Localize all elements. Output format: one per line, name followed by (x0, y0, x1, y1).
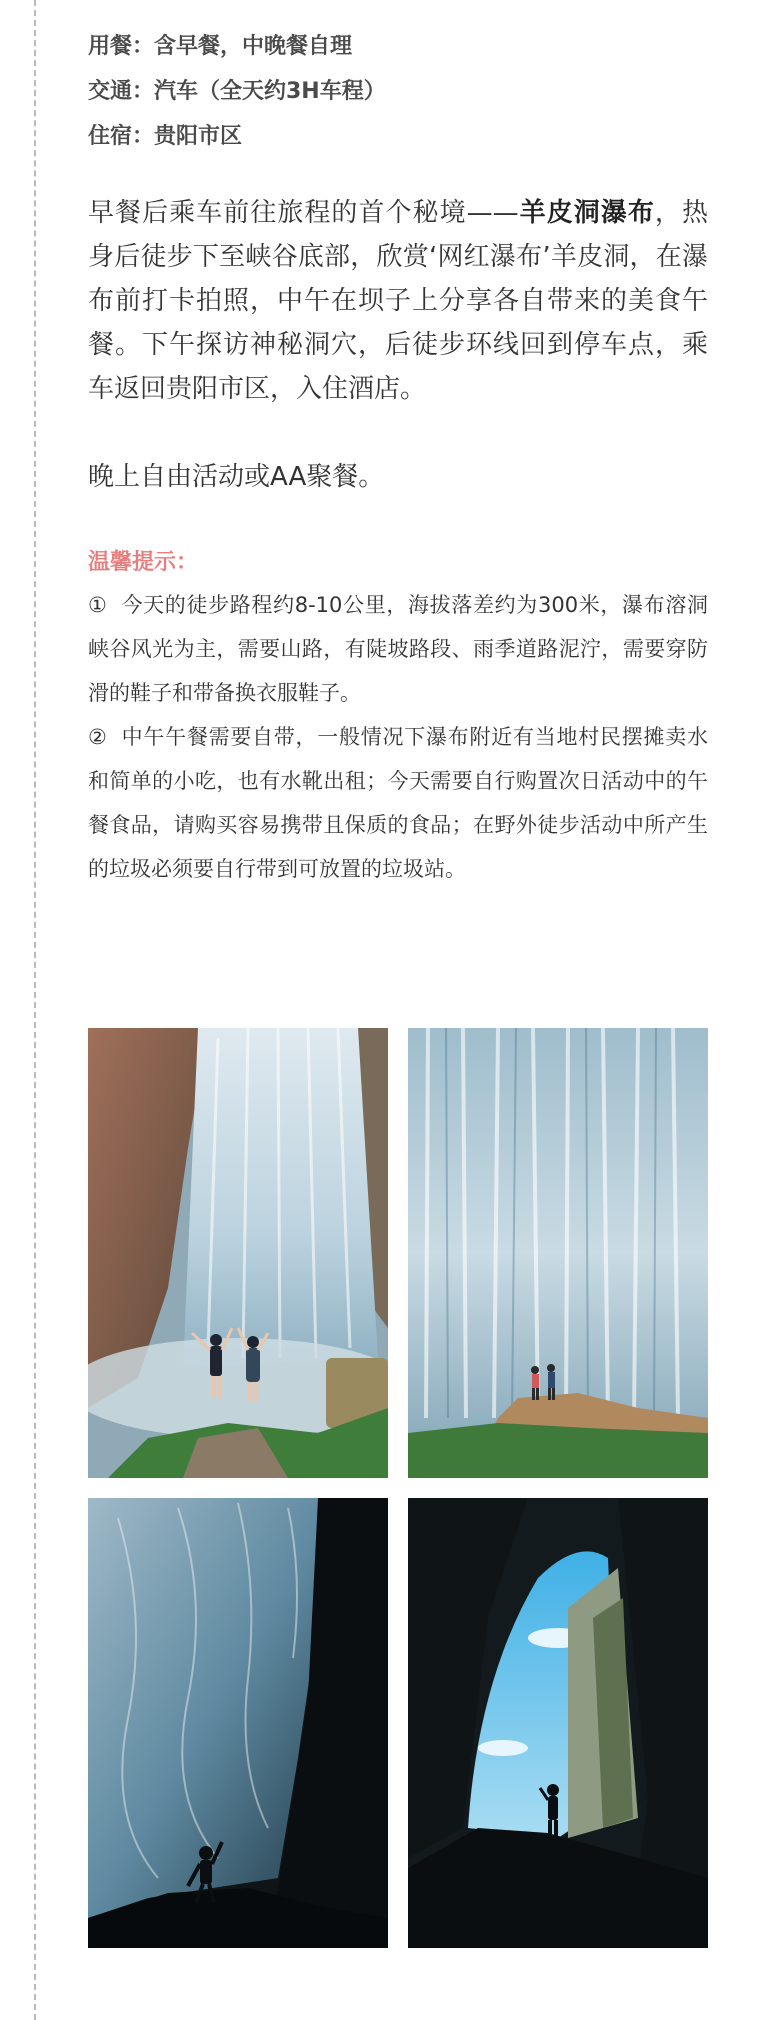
itinerary-description (88, 191, 708, 411)
tip-text: 中午午餐需要自带，一般情况下瀑布附近有当地村民摆摊卖水和简单的小吃，也有水靴出租；今天需要自行购置次日活动中的午餐食品，请购买容易携带且保质的食品；在野外徒步活动中所产生的垃圾必须要自行带到可放置的垃圾站。 (88, 725, 709, 881)
tip-text: 今天的徒步路程约8-10公里，海拔落差约为300米，瀑布溶洞峡谷风光为主，需要山路，有陡坡路段、雨季道路泥泞，需要穿防滑的鞋子和带备换衣服鞋子。 (88, 593, 708, 705)
tip-item (88, 583, 708, 715)
tips-title: 温馨提示： (88, 550, 199, 575)
tip-number: ② (88, 725, 108, 749)
tip-number: ① (88, 593, 108, 617)
day-itinerary-content (88, 24, 708, 891)
cave-silhouette-photo (88, 1498, 388, 1948)
evening-plan: 晚上自由活动或AA聚餐。 (88, 462, 385, 492)
itinerary-rest: ，热身后徒步下至峡谷底部，欣赏‘网红瀑布’羊皮洞，在瀑布前打卡拍照，中午在坝子上分享各自带来的美食午餐。下午探访神秘洞穴，后徒步环线回到停车点，乘车返回贵阳市区，入住酒店。 (88, 198, 708, 404)
tip-item (88, 715, 708, 891)
waterfall-on-rock-photo (408, 1028, 708, 1478)
transport-info: 交通：汽车（全天约3H车程） (88, 79, 386, 104)
waterfall-two-hikers-photo (88, 1028, 388, 1478)
itinerary-highlight: 羊皮洞瀑布 (518, 198, 655, 228)
lodging-info: 住宿：贵阳市区 (88, 124, 243, 149)
itinerary-intro: 早餐后乘车前往旅程的首个秘境—— (88, 198, 519, 228)
meals-info: 用餐：含早餐，中晚餐自理 (88, 34, 353, 59)
cave-opening-sky-photo (408, 1498, 708, 1948)
dashed-timeline-divider (34, 0, 36, 2020)
